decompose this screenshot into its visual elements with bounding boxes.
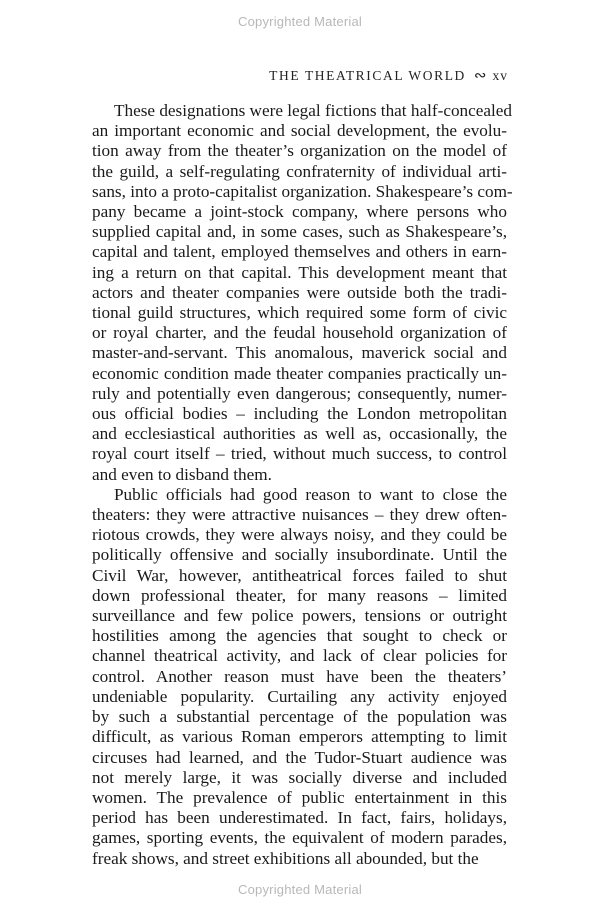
text-line: by such a substantial percentage of the population was: [92, 707, 507, 727]
text-line: down professional theater, for many reasons – limited: [92, 585, 507, 605]
text-line: control. Another reason must have been the theaters’: [92, 666, 507, 686]
text-line: actors and theater companies were outside both the tradi-: [92, 282, 507, 302]
running-head: [269, 66, 508, 85]
watermark-top: Copyrighted Material: [238, 14, 362, 29]
text-line: freak shows, and street exhibitions all abounded, but the: [92, 848, 479, 868]
running-head-title: THE THEATRICAL WORLD: [269, 68, 466, 83]
text-line: women. The prevalence of public entertainment in this: [92, 787, 507, 807]
text-line: ous official bodies – including the London metropolitan: [92, 404, 507, 424]
text-line: sans, into a proto-capitalist organization. Shakespeare’s com-: [92, 181, 513, 201]
text-line: economic condition made theater companies practically un-: [92, 363, 507, 383]
text-line: channel theatrical activity, and lack of clear policies for: [92, 646, 507, 666]
text-line: difficult, as various Roman emperors attempting to limit: [92, 727, 507, 747]
text-line: ing a return on that capital. This development meant that: [92, 262, 507, 282]
text-line: Public officials had good reason to want to close the: [114, 484, 507, 504]
text-line: theaters: they were attractive nuisances – they drew often-: [92, 505, 507, 525]
text-line: not merely large, it was socially diverse and included: [92, 767, 507, 787]
text-line: politically offensive and socially insubordinate. Until the: [92, 545, 507, 565]
text-line: period has been underestimated. In fact, fairs, holidays,: [92, 808, 507, 828]
paragraph-1: [92, 101, 513, 485]
text-line: These designations were legal fictions that half-concealed: [114, 101, 513, 120]
text-line: tion away from the theater’s organization on the model of: [92, 141, 507, 161]
text-line: undeniable popularity. Curtailing any activity enjoyed: [92, 686, 507, 706]
text-line: circuses had learned, and the Tudor-Stuart audience was: [92, 747, 507, 767]
text-line: or royal charter, and the feudal household organization of: [92, 323, 507, 343]
page-number: xv: [492, 68, 508, 83]
body-text: [92, 101, 513, 869]
paragraph-2: [92, 485, 507, 869]
text-line: surveillance and few police powers, tensions or outright: [92, 606, 507, 626]
text-line: games, sporting events, the equivalent of modern parades,: [92, 828, 507, 848]
ornament-icon: ∾: [473, 68, 487, 84]
text-line: hostilities among the agencies that sought to check or: [92, 626, 507, 646]
text-line: riotous crowds, they were always noisy, and they could be: [92, 525, 507, 545]
text-line: pany became a joint-stock company, where persons who: [92, 202, 507, 222]
text-line: capital and talent, employed themselves and others in earn-: [92, 242, 507, 262]
text-line: and even to disband them.: [92, 464, 272, 484]
text-line: tional guild structures, which required some form of civic: [92, 303, 507, 323]
text-line: an important economic and social development, the evolu-: [92, 121, 507, 141]
text-line: supplied capital and, in some cases, such as Shakespeare’s,: [92, 222, 507, 242]
text-line: master-and-servant. This anomalous, maverick social and: [92, 343, 507, 363]
text-line: and ecclesiastical authorities as well as, occasionally, the: [92, 424, 507, 444]
text-line: royal court itself – tried, without much success, to control: [92, 444, 507, 464]
text-line: ruly and potentially even dangerous; consequently, numer-: [92, 383, 507, 403]
text-line: Civil War, however, antitheatrical forces failed to shut: [92, 565, 507, 585]
watermark-bottom: Copyrighted Material: [238, 882, 362, 897]
text-line: the guild, a self-regulating confraternity of individual arti-: [92, 161, 507, 181]
